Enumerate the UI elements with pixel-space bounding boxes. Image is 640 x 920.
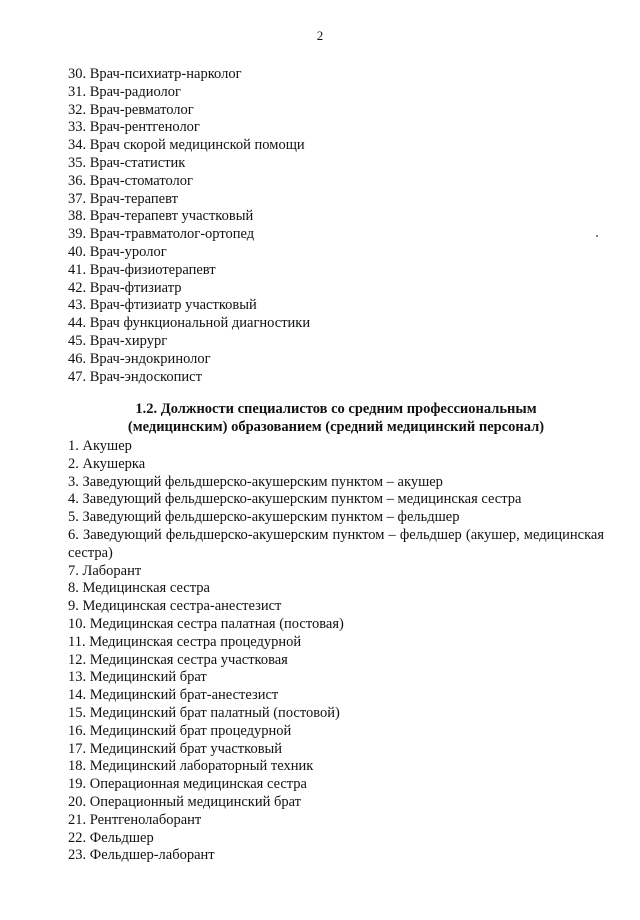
list-item: 14. Медицинский брат-анестезист [68,687,279,704]
physician-positions-list [68,66,604,386]
list-item: 42. Врач-фтизиатр [68,279,182,296]
list-item: 43. Врач-фтизиатр участковый [68,297,257,314]
list-item: 10. Медицинская сестра палатная (постовая) [68,615,344,632]
list-item: 30. Врач-психиатр-нарколог [68,66,242,82]
section-heading-line-2: (медицинским) образованием (средний медицинский персонал) [127,419,545,435]
list-item: 23. Фельдшер-лаборант [68,847,215,864]
list-item: 16. Медицинский брат процедурной [68,722,292,739]
page-number: 2 [316,28,324,43]
list-item: 31. Врач-радиолог [68,83,181,100]
list-item: 3. Заведующий фельдшерско-акушерским пунктом – акушер [68,473,443,490]
list-item: 11. Медицинская сестра процедурной [68,633,302,650]
list-item: 5. Заведующий фельдшерско-акушерским пунктом – фельдшер [68,509,460,526]
list-item: 46. Врач-эндокринолог [68,350,211,367]
list-item: 32. Врач-ревматолог [68,101,194,118]
list-item: 21. Рентгенолаборант [68,811,202,828]
list-item: 6. Заведующий фельдшерско-акушерским пунктом – фельдшер (акушер, медицинская сестра) [68,526,604,561]
section-heading-line-1: 1.2. Должности специалистов со средним профессиональным [135,401,537,417]
list-item: 17. Медицинский брат участковый [68,740,283,757]
section-heading [68,400,604,436]
list-item: 37. Врач-терапевт [68,190,178,207]
list-item: 2. Акушерка [68,455,146,472]
list-item: 12. Медицинская сестра участковая [68,651,288,668]
list-item: 15. Медицинский брат палатный (постовой) [68,704,340,721]
list-item: 22. Фельдшер [68,829,154,846]
list-item: 7. Лаборант [68,562,142,579]
mid-level-staff-list [68,438,604,865]
list-item: 34. Врач скорой медицинской помощи [68,137,305,154]
list-item: 8. Медицинская сестра [68,580,210,597]
list-item: 33. Врач-рентгенолог [68,119,200,136]
list-item: 41. Врач-физиотерапевт [68,261,216,278]
list-item: 47. Врач-эндоскопист [68,368,202,385]
list-item: 1. Акушер [68,438,132,454]
list-item: 38. Врач-терапевт участковый [68,208,254,225]
list-item: 36. Врач-стоматолог [68,172,193,189]
list-item: 35. Врач-статистик [68,154,186,171]
list-item: 9. Медицинская сестра-анестезист [68,598,282,615]
list-item: 19. Операционная медицинская сестра [68,776,307,793]
list-item: 18. Медицинский лабораторный техник [68,758,314,775]
scan-speck [596,235,598,237]
list-item: 20. Операционный медицинский брат [68,793,302,810]
list-item: 44. Врач функциональной диагностики [68,315,311,332]
list-item: 13. Медицинский брат [68,669,207,686]
list-item: 45. Врач-хирург [68,332,168,349]
list-item: 40. Врач-уролог [68,243,167,260]
list-item: 39. Врач-травматолог-ортопед [68,226,255,243]
list-item: 4. Заведующий фельдшерско-акушерским пунктом – медицинская сестра [68,491,522,508]
